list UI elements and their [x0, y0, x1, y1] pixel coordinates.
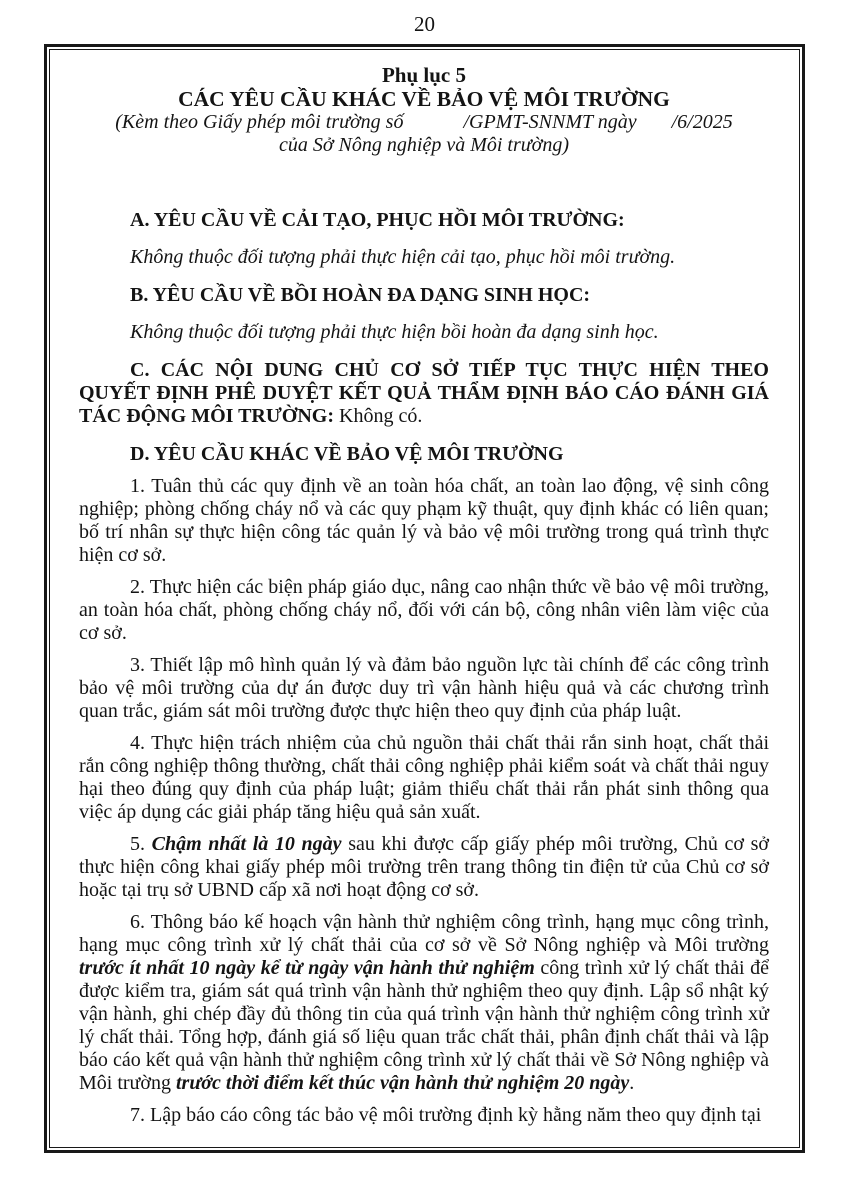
document-body	[79, 209, 769, 1127]
text-run: 4. Thực hiện trách nhiệm của chủ nguồn thải chất thải rắn sinh hoạt, chất thải rắn công nghiệp thông thường, chất thải công nghiệp phải kiểm soát và chất thải nguy hại theo đúng quy định của pháp luật; giảm thiểu chất thải rắn phát sinh thông qua việc áp dụng các giải pháp tăng hiệu quả sản xuất.	[79, 732, 769, 823]
document-subtitle-line1: (Kèm theo Giấy phép môi trường số /GPMT-SNNMT ngày /6/2025	[115, 111, 733, 133]
item-7	[79, 1104, 769, 1127]
text-run: 7. Lập báo cáo công tác bảo vệ môi trường định kỳ hằng năm theo quy định tại	[130, 1104, 762, 1126]
section-b-heading	[79, 284, 769, 307]
text-run: .	[629, 1072, 635, 1094]
section-b-note	[79, 321, 769, 344]
page-border-inner	[49, 49, 800, 1148]
text-run: D. YÊU CẦU KHÁC VỀ BẢO VỆ MÔI TRƯỜNG	[130, 443, 564, 465]
text-run: 1. Tuân thủ các quy định về an toàn hóa chất, an toàn lao động, vệ sinh công nghiệp; phòng chống cháy nổ và các quy phạm kỹ thuật, quy định khác có liên quan; bố trí nhân sự thực hiện công tác quản lý và bảo vệ môi trường trong quá trình thực hiện cơ sở.	[79, 475, 769, 566]
text-run: trước ít nhất 10 ngày kể từ ngày vận hành thử nghiệm	[79, 957, 535, 979]
item-6	[79, 911, 769, 1095]
text-run: 5.	[130, 833, 152, 855]
item-3	[79, 654, 769, 723]
text-run: trước thời điểm kết thúc vận hành thử nghiệm 20 ngày	[175, 1072, 630, 1094]
item-1	[79, 475, 769, 567]
text-run: 2. Thực hiện các biện pháp giáo dục, nâng cao nhận thức về bảo vệ môi trường, an toàn hóa chất, phòng chống cháy nổ, đối với cán bộ, công nhân viên làm việc của cơ sở.	[79, 576, 769, 644]
text-run: 6. Thông báo kế hoạch vận hành thử nghiệm công trình, hạng mục công trình, hạng mục công trình xử lý chất thải của cơ sở về Sở Nông nghiệp và Môi trường	[79, 911, 769, 956]
text-run: A. YÊU CẦU VỀ CẢI TẠO, PHỤC HỒI MÔI TRƯỜNG:	[130, 209, 625, 231]
text-run: công trình xử lý chất thải để được kiểm tra, giám sát quá trình vận hành thử nghiệm theo quy định. Lập sổ nhật ký vận hành, ghi chép đầy đủ thông tin của quá trình vận hành thử nghiệm công trình xử lý chất thải. Tổng hợp, đánh giá số liệu quan trắc chất thải, phân định chất thải và lập báo cáo kết quả vận hành thử nghiệm công trình xử lý chất thải về Sở Nông nghiệp và Môi trường	[79, 957, 770, 1094]
appendix-label: Phụ lục 5	[381, 63, 467, 87]
item-5	[79, 833, 769, 902]
text-run: Không thuộc đối tượng phải thực hiện bồi hoàn đa dạng sinh học.	[130, 321, 659, 343]
text-run: 3. Thiết lập mô hình quản lý và đảm bảo nguồn lực tài chính để các công trình bảo vệ môi trường của dự án được duy trì vận hành hiệu quả và các chương trình quan trắc, giám sát môi trường được thực hiện theo quy định của pháp luật.	[79, 654, 769, 722]
page-number: 20	[414, 12, 435, 36]
text-run: B. YÊU CẦU VỀ BỒI HOÀN ĐA DẠNG SINH HỌC:	[130, 284, 591, 306]
text-run: Không có.	[334, 405, 423, 427]
document-subtitle-line2: của Sở Nông nghiệp và Môi trường)	[279, 134, 569, 156]
section-d-heading	[79, 443, 769, 466]
section-a-heading	[79, 209, 769, 232]
item-2	[79, 576, 769, 645]
text-run: sau khi được cấp giấy phép môi trường, Chủ cơ sở thực hiện công khai giấy phép môi trường trên trang thông tin điện tử của Chủ cơ sở hoặc tại trụ sở UBND cấp xã nơi hoạt động cơ sở.	[79, 833, 769, 901]
document-title: CÁC YÊU CẦU KHÁC VỀ BẢO VỆ MÔI TRƯỜNG	[178, 87, 670, 111]
section-a-note	[79, 246, 769, 269]
text-run: Không thuộc đối tượng phải thực hiện cải tạo, phục hồi môi trường.	[130, 246, 676, 268]
text-run: C. CÁC NỘI DUNG CHỦ CƠ SỞ TIẾP TỤC THỰC HIỆN THEO QUYẾT ĐỊNH PHÊ DUYỆT KẾT QUẢ THẨM ĐỊNH BÁO CÁO ĐÁNH GIÁ TÁC ĐỘNG MÔI TRƯỜNG:	[79, 359, 769, 427]
item-4	[79, 732, 769, 824]
text-run: Chậm nhất là 10 ngày	[151, 833, 342, 855]
section-c-heading	[79, 359, 769, 428]
page-border	[44, 44, 805, 1153]
